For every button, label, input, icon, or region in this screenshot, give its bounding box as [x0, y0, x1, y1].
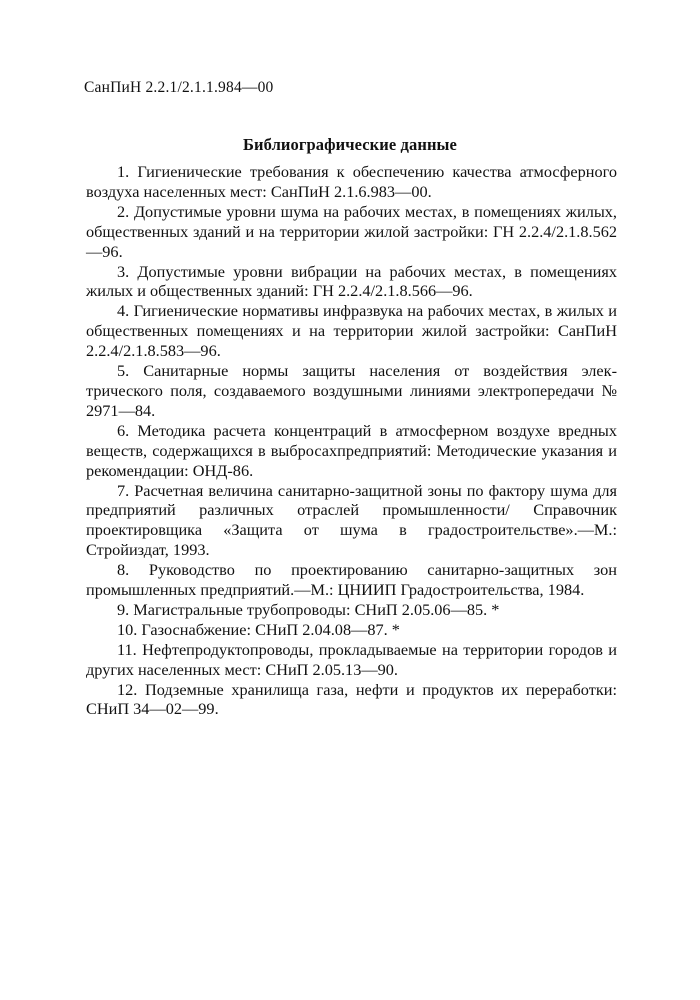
reference-item-8: 8. Руководство по проектированию санитарно-защитных зон промышленных предприятий.—М.: ЦНИИП Градостроительства, 1984.	[86, 560, 617, 600]
reference-item-3: 3. Допустимые уровни вибрации на рабочих местах, в помещениях жилых и общественных зданий: ГН 2.2.4/2.1.8.566—96.	[86, 261, 617, 301]
reference-item-2: 2. Допустимые уровни шума на рабочих местах, в помещениях жилых, общественных зданий и на территории жилой застройки: ГН 2.2.4/2.1.8.562—96.	[86, 201, 617, 261]
bibliography-list	[86, 162, 617, 719]
bibliography-title: Библиографические данные	[243, 135, 457, 154]
reference-item-6: 6. Методика расчета концентраций в атмосферном воздухе вредных веществ, содержащихся в выбросахпредприятий: Методические указания и рекомендации: ОНД-86.	[86, 420, 617, 480]
reference-item-11: 11. Нефтепродуктопроводы, прокладываемые на территории городов и других населенных мест: СНиП 2.05.13—90.	[86, 639, 617, 679]
reference-item-10: 10. Газоснабжение: СНиП 2.04.08—87. *	[117, 619, 400, 639]
reference-item-9: 9. Магистральные трубопроводы: СНиП 2.05.06—85. *	[117, 599, 500, 619]
reference-item-7: 7. Расчетная величина санитарно-защитной зоны по фактору шума для предприятий различных отраслей промышленности/ Справочник проектировщика «Защита от шума в градостроительстве».—М.: Стройиздат, 1993.	[86, 480, 617, 560]
reference-item-5: 5. Санитарные нормы защиты населения от воздействия электрического поля, создаваемого воздушными линиями электропередачи № 2971—84.	[86, 361, 617, 420]
reference-item-1: 1. Гигиенические требования к обеспечению качества атмосферного воздуха населенных мест: СанПиН 2.1.6.983—00.	[86, 162, 617, 201]
reference-item-12: 12. Подземные хранилища газа, нефти и продуктов их переработки: СНиП 34—02—99.	[86, 679, 617, 719]
document-code-header: СанПиН 2.2.1/2.1.1.984—00	[84, 79, 274, 96]
reference-item-4: 4. Гигиенические нормативы инфразвука на рабочих местах, в жилых и общественных помещениях и на территории жилой застройки: СанПиН 2.2.4/2.1.8.583—96.	[86, 301, 617, 361]
